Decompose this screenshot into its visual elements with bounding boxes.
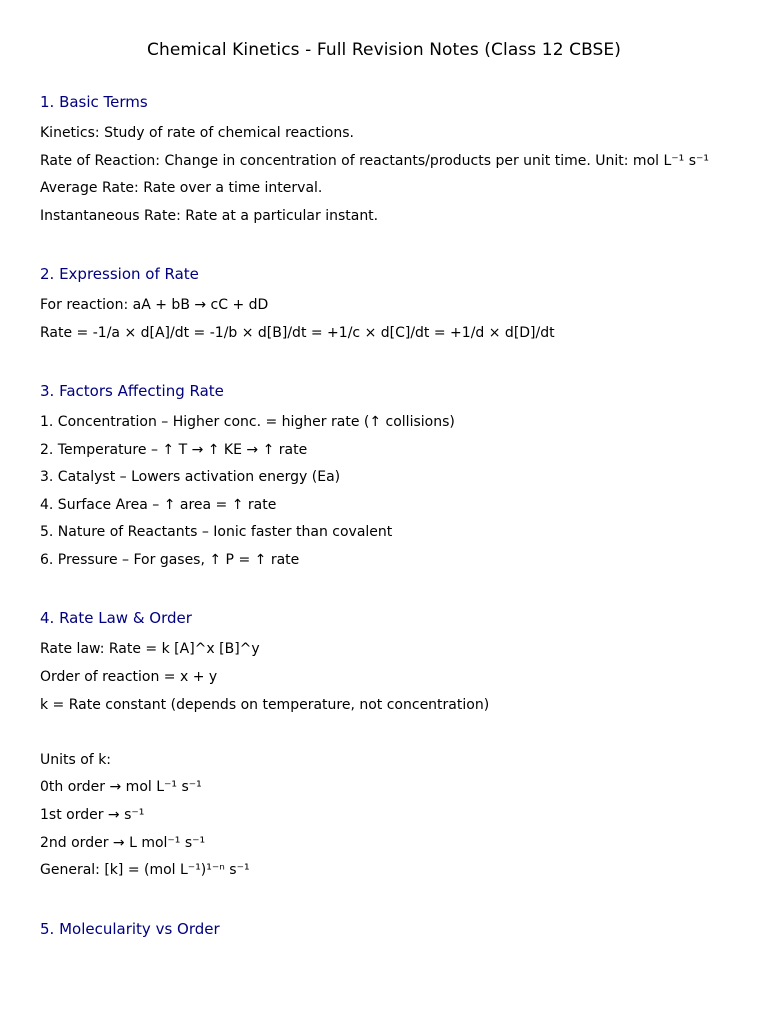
text-line: Rate = -1/a × d[A]/dt = -1/b × d[B]/dt = +1/c × d[C]/dt = +1/d × d[D]/dt: [40, 325, 555, 341]
text-line: Kinetics: Study of rate of chemical reactions.: [40, 125, 354, 141]
list-item: 5. Nature of Reactants – Ionic faster than covalent: [40, 524, 393, 540]
text-line: Order of reaction = x + y: [40, 669, 218, 685]
text-line: k = Rate constant (depends on temperature, not concentration): [40, 697, 490, 713]
section-heading-molecularity-vs-order: 5. Molecularity vs Order: [40, 920, 220, 938]
text-line: Units of k:: [40, 752, 112, 768]
text-line: Instantaneous Rate: Rate at a particular instant.: [40, 208, 379, 224]
text-line: For reaction: aA + bB → cC + dD: [40, 297, 269, 313]
text-line: Rate of Reaction: Change in concentration of reactants/products per unit time. Unit: mol L⁻¹ s⁻¹: [40, 153, 710, 169]
list-item: 3. Catalyst – Lowers activation energy (Ea): [40, 469, 341, 485]
section-heading-rate-law-order: 4. Rate Law & Order: [40, 609, 192, 627]
list-item: 2. Temperature – ↑ T → ↑ KE → ↑ rate: [40, 442, 308, 458]
list-item: 4. Surface Area – ↑ area = ↑ rate: [40, 497, 277, 513]
text-line: Average Rate: Rate over a time interval.: [40, 180, 323, 196]
section-heading-expression-of-rate: 2. Expression of Rate: [40, 265, 199, 283]
list-item: 1. Concentration – Higher conc. = higher rate (↑ collisions): [40, 414, 455, 430]
text-line: General: [k] = (mol L⁻¹)¹⁻ⁿ s⁻¹: [40, 862, 250, 878]
text-line: Rate law: Rate = k [A]^x [B]^y: [40, 641, 260, 657]
text-line: 2nd order → L mol⁻¹ s⁻¹: [40, 835, 206, 851]
section-heading-factors-affecting-rate: 3. Factors Affecting Rate: [40, 382, 224, 400]
list-item: 6. Pressure – For gases, ↑ P = ↑ rate: [40, 552, 300, 568]
text-line: 0th order → mol L⁻¹ s⁻¹: [40, 779, 202, 795]
text-line: 1st order → s⁻¹: [40, 807, 145, 823]
page-title: Chemical Kinetics - Full Revision Notes (Class 12 CBSE): [146, 40, 622, 60]
section-heading-basic-terms: 1. Basic Terms: [40, 93, 148, 111]
